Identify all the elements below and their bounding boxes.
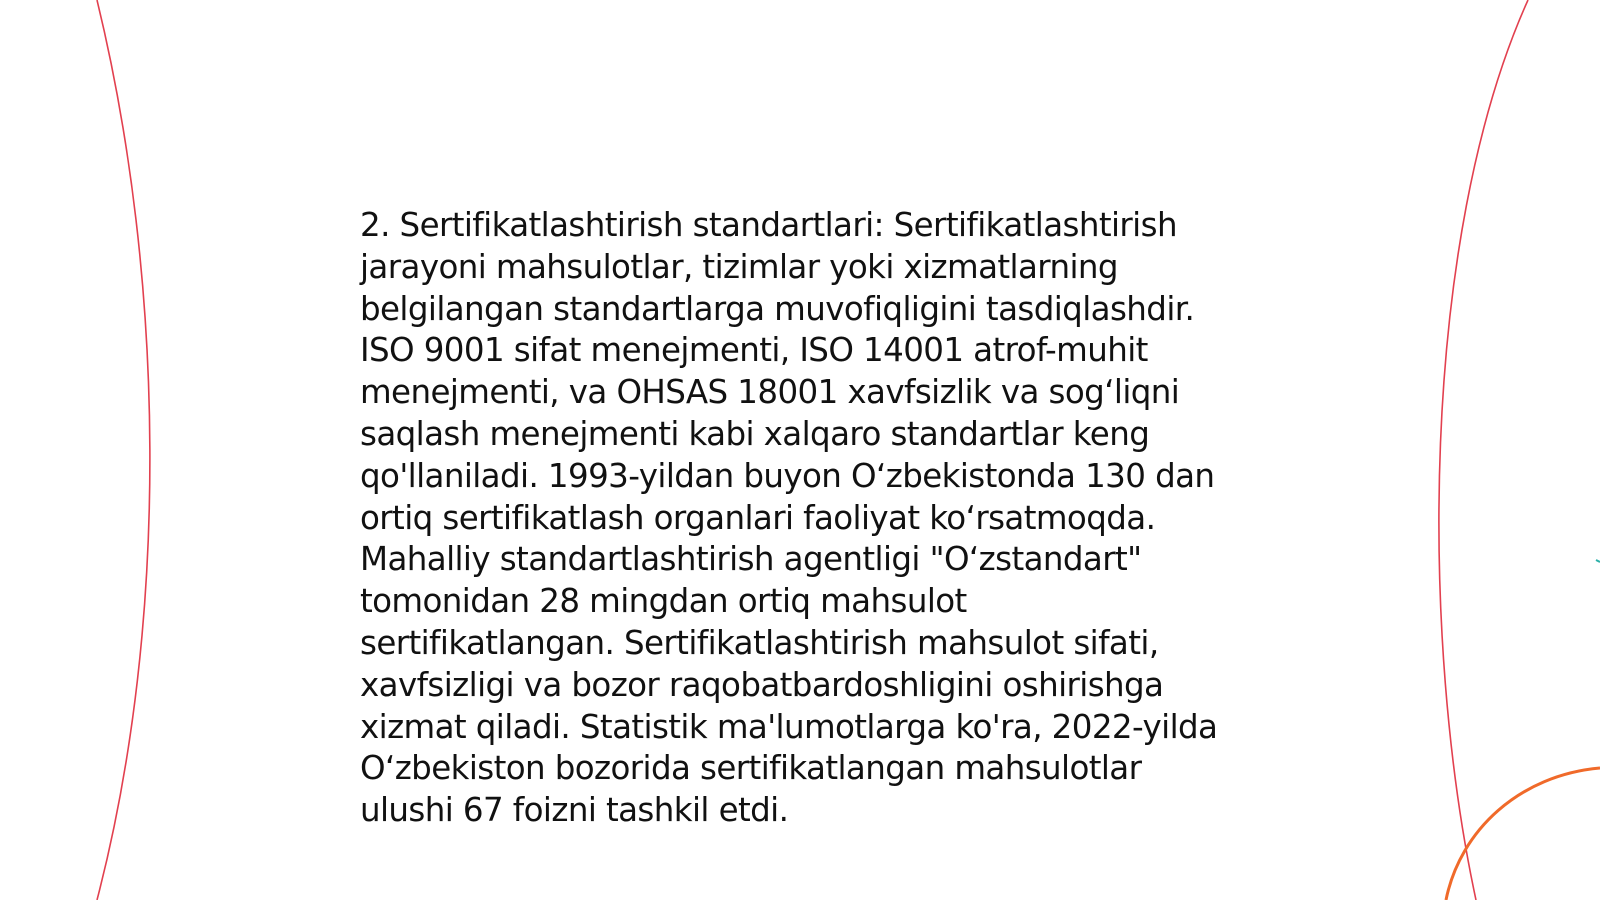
- teal-accent-mark: [1596, 560, 1600, 562]
- orange-arc: [1446, 768, 1600, 900]
- right-curve-line: [1439, 0, 1528, 900]
- left-curve-line: [97, 0, 150, 900]
- slide-body-text: 2. Sertifikatlashtirish standartlari: Sertifikatlashtirish jarayoni mahsulotlar, tizimlar yoki xizmatlarning belgilangan standartlarga muvofiqligini tasdiqlashdir. ISO 9001 sifat menejmenti, ISO 14001 atrof-muhit menejmenti, va OHSAS 18001 xavfsizlik va sog‘liqni saqlash menejmenti kabi xalqaro standartlar keng qo'llaniladi. 1993-yildan buyon O‘zbekistonda 130 dan ortiq sertifikatlash organlari faoliyat ko‘rsatmoqda. Mahalliy standartlashtirish agentligi "O‘zstandart" tomonidan 28 mingdan ortiq mahsulot sertifikatlangan. Sertifikatlashtirish mahsulot sifati, xavfsizligi va bozor raqobatbardoshligini oshirishga xizmat qiladi. Statistik ma'lumotlarga ko'ra, 2022-yilda O‘zbekiston bozorida sertifikatlangan mahsulotlar ulushi 67 foizni tashkil etdi.: [360, 206, 1218, 830]
